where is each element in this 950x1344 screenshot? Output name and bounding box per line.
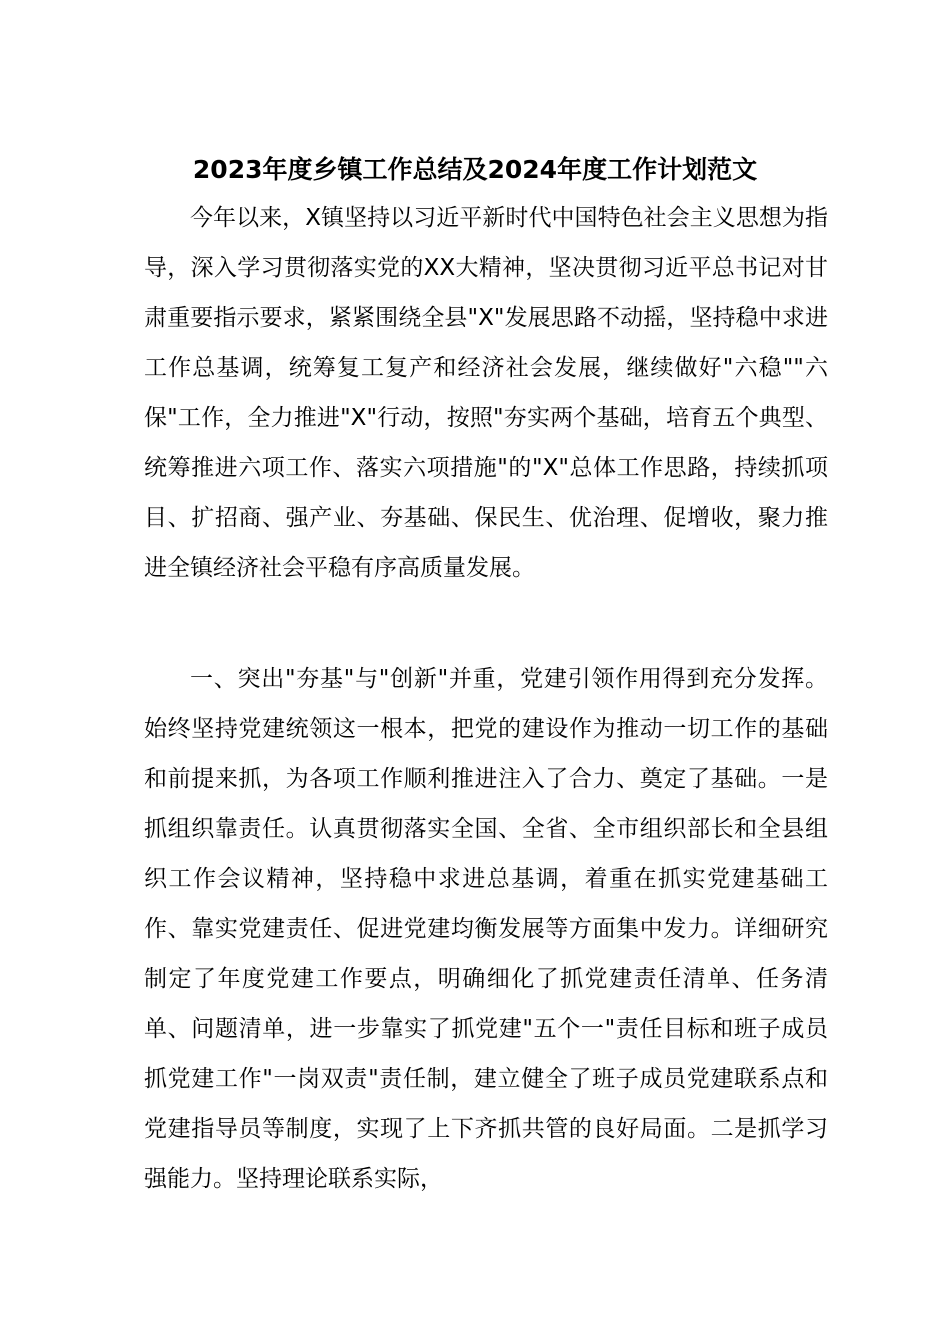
paragraph-intro: 今年以来，X镇坚持以习近平新时代中国特色社会主义思想为指导，深入学习贯彻落实党的XX大精神，坚决贯彻习近平总书记对甘肃重要指示要求，紧紧围绕全县"X"发展思路不动摇，坚持稳中求进工作总基调，统筹复工复产和经济社会发展，继续做好"六稳""六保"工作，全力推进"X"行动，按照"夯实两个基础，培育五个典型、统筹推进六项工作、落实六项措施"的"X"总体工作思路，持续抓项目、扩招商、强产业、夯基础、保民生、优治理、促增收，聚力推进全镇经济社会平稳有序高质量发展。 — [144, 205, 828, 581]
document-title: 2023年度乡镇工作总结及2024年度工作计划范文 — [192, 155, 758, 184]
paragraph-section-one: 一、突出"夯基"与"创新"并重，党建引领作用得到充分发挥。始终坚持党建统领这一根本，把党的建设作为推动一切工作的基础和前提来抓，为各项工作顺利推进注入了合力、奠定了基础。一是抓组织靠责任。认真贯彻落实全国、全省、全市组织部长和全县组织工作会议精神，坚持稳中求进总基调，着重在抓实党建基础工作、靠实党建责任、促进党建均衡发展等方面集中发力。详细研究制定了年度党建工作要点，明确细化了抓党建责任清单、任务清单、问题清单，进一步靠实了抓党建"五个一"责任目标和班子成员抓党建工作"一岗双责"责任制，建立健全了班子成员党建联系点和党建指导员等制度，实现了上下齐抓共管的良好局面。二是抓学习强能力。坚持理论联系实际， — [144, 666, 828, 1192]
